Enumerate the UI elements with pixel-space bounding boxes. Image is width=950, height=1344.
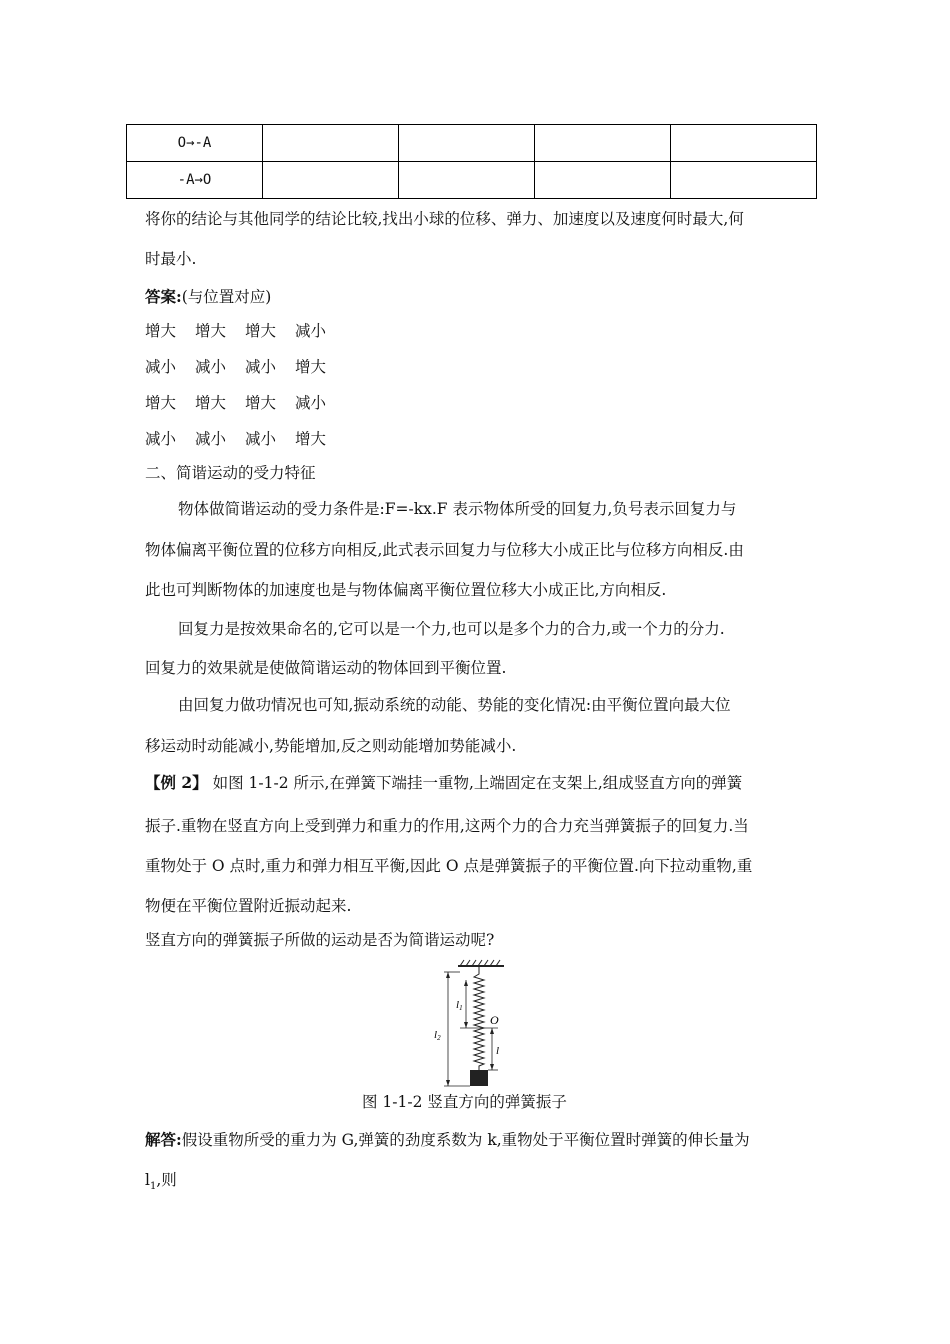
solution-label: 解答: — [145, 1130, 182, 1149]
answer-cell: 减小 — [145, 358, 177, 376]
answer-heading — [145, 285, 271, 307]
answer-cell: 减小 — [295, 322, 327, 340]
answer-cell: 增大 — [145, 322, 177, 340]
paragraph-line: 回复力的效果就是使做简谐运动的物体回到平衡位置. — [145, 659, 507, 677]
label-l1: l1 — [456, 999, 463, 1012]
table-row — [127, 162, 817, 199]
answer-cell: 增大 — [295, 358, 327, 376]
example-text: 如图 1-1-2 所示,在弹簧下端挂一重物,上端固定在支架上,组成竖直方向的弹簧 — [207, 774, 743, 792]
table-cell — [671, 125, 817, 162]
paragraph-line: 由回复力做功情况也可知,振动系统的动能、势能的变化情况:由平衡位置向最大位 — [178, 696, 731, 714]
table-cell — [399, 162, 535, 199]
compare-line-2: 时最小. — [145, 250, 197, 268]
answer-row — [145, 391, 345, 413]
answer-row — [145, 355, 345, 377]
row-label: -A→O — [127, 162, 263, 199]
answer-row — [145, 427, 345, 449]
table-cell — [399, 125, 535, 162]
answer-row — [145, 319, 345, 341]
answer-cell: 增大 — [195, 322, 227, 340]
paragraph-line: 振子.重物在竖直方向上受到弹力和重力的作用,这两个力的合力充当弹簧振子的回复力.当 — [145, 817, 749, 835]
answer-cell: 增大 — [245, 394, 277, 412]
paragraph-line: 重物处于 O 点时,重力和弹力相互平衡,因此 O 点是弹簧振子的平衡位置.向下拉动重物,重 — [145, 857, 753, 875]
answer-label: 答案: — [145, 287, 182, 306]
answer-cell: 减小 — [295, 394, 327, 412]
answer-cell: 增大 — [245, 322, 277, 340]
figure-caption: 图 1-1-2 竖直方向的弹簧振子 — [362, 1093, 567, 1111]
paragraph-line: 物便在平衡位置附近振动起来. — [145, 897, 352, 915]
answer-cell: 减小 — [245, 430, 277, 448]
row-label: O→-A — [127, 125, 263, 162]
example-heading-line — [145, 771, 742, 793]
answer-cell: 增大 — [195, 394, 227, 412]
answer-cell: 减小 — [195, 358, 227, 376]
solution-line-1 — [145, 1128, 750, 1150]
compare-line-1: 将你的结论与其他同学的结论比较,找出小球的位移、弹力、加速度以及速度何时最大,何 — [145, 210, 744, 228]
answer-cell: 增大 — [295, 430, 327, 448]
answer-cell: 减小 — [195, 430, 227, 448]
paragraph-line: 物体做简谐运动的受力条件是:F=-kx.F 表示物体所受的回复力,负号表示回复力与 — [178, 500, 737, 518]
table-cell — [263, 162, 399, 199]
label-l2: l2 — [434, 1029, 441, 1042]
l1-subscript: 1 — [149, 1181, 157, 1193]
example-label: 【例 2】 — [145, 773, 208, 792]
paragraph-line: 回复力是按效果命名的,它可以是一个力,也可以是多个力的合力,或一个力的分力. — [178, 620, 725, 638]
solution-text: 假设重物所受的重力为 G,弹簧的劲度系数为 k,重物处于平衡位置时弹簧的伸长量为 — [181, 1131, 750, 1149]
paragraph-line: 物体偏离平衡位置的位移方向相反,此式表示回复力与位移大小成正比与位移方向相反.由 — [145, 541, 744, 559]
table-cell — [535, 125, 671, 162]
table-cell — [535, 162, 671, 199]
motion-table — [126, 124, 817, 199]
answer-cell: 增大 — [145, 394, 177, 412]
spring-diagram — [430, 958, 530, 1090]
l1-symbol: l — [145, 1171, 150, 1189]
section-heading: 二、简谐运动的受力特征 — [145, 464, 316, 482]
answer-cell: 减小 — [245, 358, 277, 376]
table-cell — [263, 125, 399, 162]
solution-line-2 — [145, 1168, 177, 1192]
spring-oscillator-figure — [430, 958, 530, 1090]
paragraph-line: 此也可判断物体的加速度也是与物体偏离平衡位置位移大小成正比,方向相反. — [145, 581, 667, 599]
label-O: O — [490, 1013, 499, 1027]
answer-cell: 减小 — [145, 430, 177, 448]
question-line: 竖直方向的弹簧振子所做的运动是否为简谐运动呢? — [145, 931, 495, 949]
table-cell — [671, 162, 817, 199]
answer-note: (与位置对应) — [181, 288, 272, 306]
label-l: l — [496, 1045, 500, 1057]
solution-tail: ,则 — [156, 1171, 177, 1189]
paragraph-line: 移运动时动能减小,势能增加,反之则动能增加势能减小. — [145, 737, 517, 755]
table-row — [127, 125, 817, 162]
